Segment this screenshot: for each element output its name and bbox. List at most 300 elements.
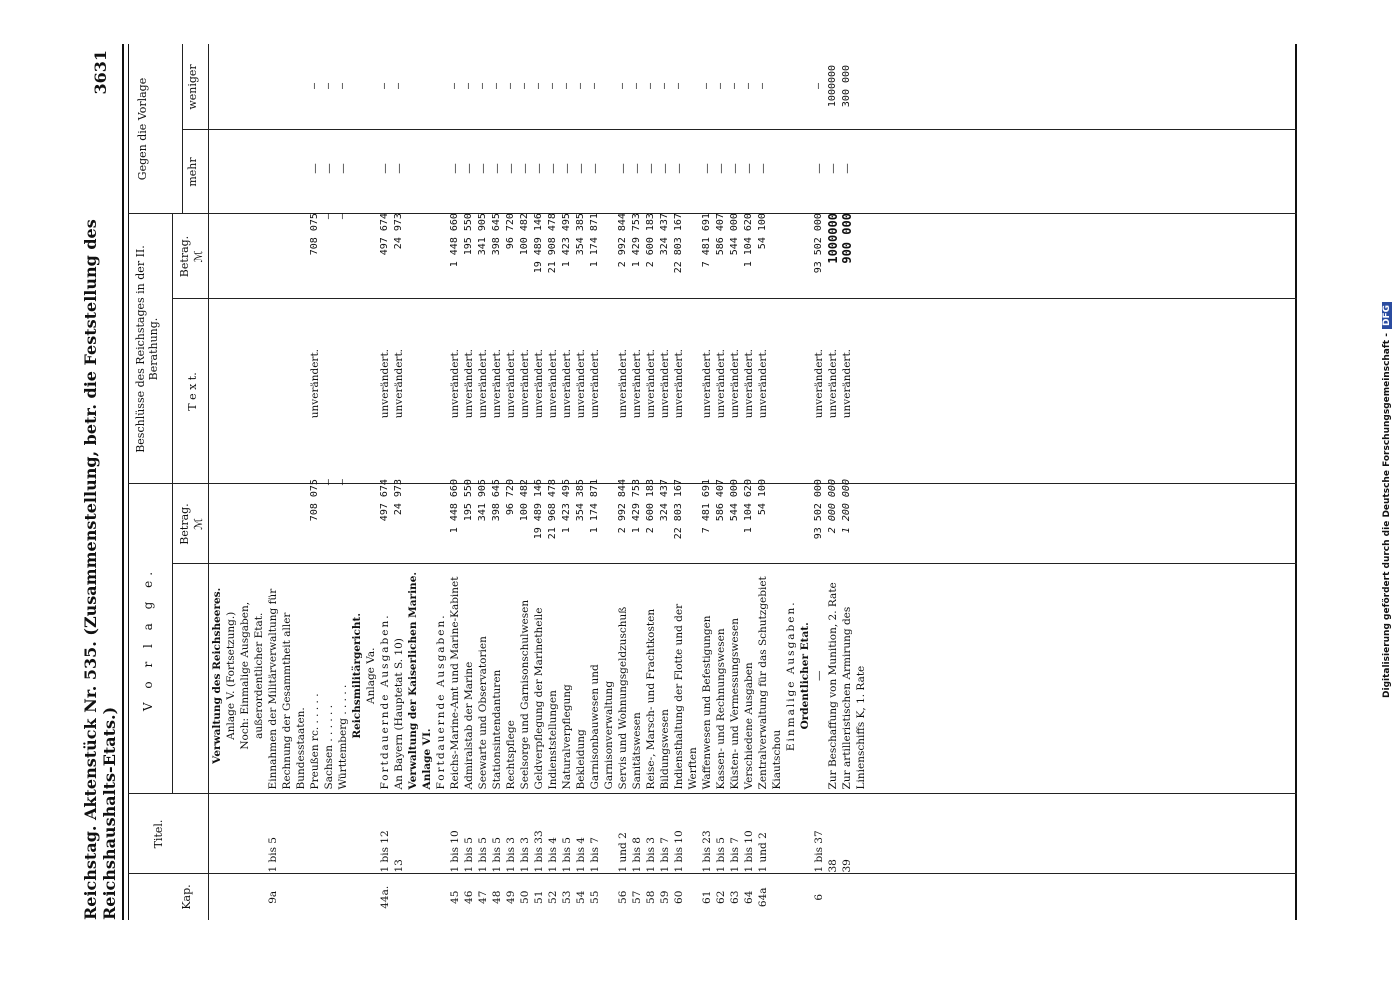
table-row: [448, 44, 462, 920]
row-titel: 1 bis 5: [491, 837, 503, 873]
col-header-titel: Titel.: [152, 819, 165, 849]
row-titel: 1 bis 8: [631, 837, 643, 873]
row-weniger: —: [617, 83, 628, 90]
row-mehr: [364, 128, 378, 209]
row-betrag-beschluss: [406, 209, 434, 292]
row-betrag-vorlage: 21 968 478: [547, 479, 558, 540]
row-mehr: —: [589, 163, 601, 174]
row-mehr: —: [477, 163, 489, 174]
table-row: [224, 44, 238, 920]
row-mehr: —: [841, 163, 853, 174]
row-betrag-vorlage: 195 550: [463, 479, 474, 522]
row-betrag-vorlage: 22 803 167: [673, 479, 684, 540]
row-kap: 61: [701, 890, 713, 904]
row-kap: 44a.: [379, 885, 391, 909]
header-divider: [172, 484, 173, 794]
row-kap: 62: [715, 890, 727, 904]
row-betrag-vorlage: [238, 475, 266, 558]
row-mehr: [224, 128, 238, 209]
row-mehr: —: [463, 163, 475, 174]
row-betrag-beschluss: 24 973: [393, 213, 404, 250]
row-mehr: —: [547, 163, 559, 174]
row-betrag-vorlage: 544 000: [729, 479, 740, 522]
row-text-beschluss: unverändert.: [533, 348, 545, 419]
table-row: [434, 44, 448, 920]
row-mehr: [266, 128, 308, 209]
row-description: Geldverpflegung der Marinetheile: [533, 607, 545, 790]
row-titel: 1 bis 7: [729, 837, 741, 873]
row-weniger: —: [533, 83, 544, 90]
row-betrag-beschluss: 341 905: [477, 213, 488, 256]
table-row: [630, 44, 644, 920]
row-kap: 51: [533, 890, 545, 904]
row-description: Indienststellungen: [547, 690, 559, 790]
row-weniger: —: [673, 83, 684, 90]
row-titel: 1 bis 4: [575, 837, 587, 873]
row-kap: 64a: [757, 887, 769, 908]
row-kap: 47: [477, 890, 489, 904]
row-kap: 60: [673, 890, 685, 904]
row-betrag-vorlage: 7 481 691: [701, 479, 712, 534]
table-row: [532, 44, 546, 920]
row-kap: 9a: [267, 890, 279, 904]
row-betrag-vorlage: 1 423 495: [561, 479, 572, 534]
row-description: Seewarte und Observatorien: [477, 636, 489, 790]
table-row: [364, 44, 378, 920]
row-betrag-vorlage: [266, 475, 308, 558]
row-text-beschluss: [322, 292, 336, 475]
row-betrag-beschluss: 708 075: [309, 213, 320, 256]
dfg-footer: [1378, 0, 1396, 1000]
row-weniger: —: [547, 83, 558, 90]
budget-table: [122, 44, 1297, 920]
row-titel: 1 bis 5: [267, 837, 279, 873]
row-description: —: [813, 670, 825, 682]
row-mehr: —: [533, 163, 545, 174]
row-betrag-vorlage: 1 448 660: [449, 479, 460, 534]
row-weniger: —: [589, 83, 600, 90]
row-text-beschluss: [238, 292, 266, 475]
row-betrag-beschluss: 497 674: [379, 213, 390, 256]
row-betrag-beschluss: 1 423 495: [561, 213, 572, 268]
row-mehr: —: [659, 163, 671, 174]
row-titel: [224, 793, 238, 874]
row-betrag-vorlage: 354 385: [575, 479, 586, 522]
row-mehr: —: [743, 163, 755, 174]
row-description: Sanitätswesen: [631, 712, 643, 790]
row-betrag-beschluss: 22 803 167: [673, 213, 684, 274]
row-betrag-vorlage: 2 000 000: [827, 479, 838, 534]
row-betrag-vorlage: 1 429 753: [631, 479, 642, 534]
row-text-beschluss: unverändert.: [575, 348, 587, 419]
col-header-beschluesse: Beschlüsse des Reichstages in der II. Berathung.: [134, 245, 160, 453]
row-kap: 46: [463, 890, 475, 904]
row-betrag-vorlage: 96 720: [505, 479, 516, 516]
col-header-text: T e x t.: [186, 372, 199, 411]
row-titel: 1 bis 5: [561, 837, 573, 873]
row-betrag-beschluss: [210, 209, 224, 292]
row-description: Küsten- und Vermessungswesen: [729, 618, 741, 790]
row-description: Zentralverwaltung für das Schutzgebiet Kiautschou: [757, 576, 783, 790]
row-text-beschluss: unverändert.: [309, 348, 321, 419]
table-top-rule-thin: [128, 44, 129, 920]
row-titel: 1 bis 3: [505, 837, 517, 873]
row-kap: 54: [575, 890, 587, 904]
row-titel: [350, 793, 364, 874]
row-description: Preußen rc. . . . . .: [309, 693, 321, 790]
row-kap: 58: [645, 890, 657, 904]
row-titel: 1 und 2: [757, 832, 769, 873]
row-betrag-beschluss: 54 100: [757, 213, 768, 250]
page-number: 3631: [90, 50, 110, 95]
row-mehr: [434, 128, 448, 209]
row-description: Waffenwesen und Befestigungen: [701, 615, 713, 790]
row-betrag-beschluss: [266, 209, 308, 292]
table-row: [210, 44, 224, 920]
row-betrag-vorlage: —: [323, 479, 334, 486]
col-header-betrag-2: Betrag.: [178, 235, 191, 278]
row-betrag-vorlage: [210, 475, 224, 558]
row-weniger: [406, 44, 434, 128]
col-header-betrag: Betrag.: [178, 503, 191, 545]
row-weniger: —: [463, 83, 474, 90]
row-weniger: —: [477, 83, 488, 90]
table-row: [406, 44, 434, 920]
row-text-beschluss: [798, 292, 812, 475]
row-text-beschluss: unverändert.: [519, 348, 531, 419]
row-mehr: —: [491, 163, 503, 174]
row-kap: 59: [659, 890, 671, 904]
header-divider: [182, 44, 183, 214]
row-description: Kassen- und Rechnungswesen: [715, 628, 727, 790]
table-row: [812, 44, 826, 920]
row-kap: [434, 875, 448, 920]
row-titel: 1 bis 37: [813, 830, 825, 873]
row-mehr: —: [309, 163, 321, 174]
row-betrag-vorlage: 1 174 871: [589, 479, 600, 534]
row-kap: [406, 875, 434, 920]
row-mehr: —: [337, 163, 349, 174]
row-weniger: 1000000: [827, 64, 838, 108]
row-betrag-beschluss: [238, 209, 266, 292]
row-betrag-vorlage: 324 437: [659, 479, 670, 522]
row-titel: 1 bis 5: [463, 837, 475, 873]
row-kap: [210, 875, 224, 920]
row-weniger: —: [337, 83, 348, 90]
table-row: [476, 44, 490, 920]
row-titel: 1 bis 12: [379, 830, 391, 873]
row-description: Sachsen . . . . . .: [323, 704, 335, 790]
row-betrag-beschluss: 1000000: [826, 213, 840, 264]
row-text-beschluss: [336, 292, 350, 475]
row-weniger: 300 000: [841, 64, 852, 108]
row-titel: [210, 793, 224, 874]
row-description: Reise-, Marsch- und Frachtkosten: [645, 608, 657, 790]
row-text-beschluss: unverändert.: [477, 348, 489, 419]
table-row: [266, 44, 308, 920]
table-bottom-rule: [1295, 44, 1297, 920]
row-betrag-vorlage: 341 905: [477, 479, 488, 522]
row-mehr: [350, 128, 364, 209]
col-header-mehr: mehr: [186, 157, 199, 187]
row-weniger: —: [715, 83, 726, 90]
row-weniger: [784, 44, 798, 128]
row-kap: 48: [491, 890, 503, 904]
row-text-beschluss: unverändert.: [463, 348, 475, 419]
row-text-beschluss: unverändert.: [757, 348, 769, 419]
row-description: Stationsintendanturen: [491, 669, 503, 790]
row-betrag-vorlage: 19 489 146: [533, 479, 544, 540]
row-betrag-beschluss: 21 908 478: [547, 213, 558, 274]
table-row: [672, 44, 700, 920]
table-row: [518, 44, 532, 920]
col-header-vorlage: V o r l a g e.: [141, 566, 155, 712]
table-row: [644, 44, 658, 920]
row-kap: 63: [729, 890, 741, 904]
row-mehr: [798, 128, 812, 209]
row-mehr: [210, 128, 224, 209]
row-description: Garnisonbauwesen und Garnisonverwaltung: [589, 664, 615, 790]
row-mehr: —: [575, 163, 587, 174]
row-weniger: —: [575, 83, 586, 90]
row-titel: 1 bis 5: [715, 837, 727, 873]
row-text-beschluss: [266, 292, 308, 475]
row-betrag-beschluss: 324 437: [659, 213, 670, 256]
row-text-beschluss: unverändert.: [393, 348, 405, 419]
row-text-beschluss: unverändert.: [631, 348, 643, 419]
row-betrag-vorlage: 24 973: [393, 479, 404, 516]
row-titel: 1 bis 10: [673, 830, 685, 873]
row-description: Bekleidung: [575, 729, 587, 790]
row-mehr: —: [631, 163, 643, 174]
row-betrag-beschluss: —: [337, 213, 348, 220]
row-titel: [784, 793, 798, 874]
row-betrag-vorlage: 586 407: [715, 479, 726, 522]
row-titel: [336, 793, 350, 874]
row-mehr: —: [323, 163, 335, 174]
row-kap: [322, 875, 336, 920]
row-description: Anlage V. (Fortsetzung.): [225, 611, 237, 740]
row-betrag-beschluss: [784, 209, 798, 292]
table-row: [616, 44, 630, 920]
row-titel: [798, 793, 812, 874]
row-weniger: —: [519, 83, 530, 90]
row-kap: 52: [547, 890, 559, 904]
header-bottom-rule: [208, 44, 209, 920]
row-betrag-beschluss: 2 600 183: [645, 213, 656, 268]
row-mehr: —: [715, 163, 727, 174]
row-betrag-beschluss: 195 550: [463, 213, 474, 256]
row-mehr: —: [827, 163, 839, 174]
table-row: [336, 44, 350, 920]
row-description: Admiralstab der Marine: [463, 661, 475, 790]
row-weniger: —: [491, 83, 502, 90]
table-row: [308, 44, 322, 920]
row-weniger: [238, 44, 266, 128]
table-body: [210, 44, 868, 920]
row-betrag-vorlage: 1 104 620: [743, 479, 754, 534]
row-betrag-beschluss: 1 448 660: [449, 213, 460, 268]
row-weniger: —: [561, 83, 572, 90]
row-weniger: —: [743, 83, 754, 90]
row-betrag-beschluss: 398 645: [491, 213, 502, 256]
row-kap: 49: [505, 890, 517, 904]
row-kap: [826, 875, 840, 920]
row-betrag-vorlage: [350, 475, 364, 558]
row-text-beschluss: [406, 292, 434, 475]
row-text-beschluss: unverändert.: [813, 348, 825, 419]
row-betrag-beschluss: 19 489 146: [533, 213, 544, 274]
table-row: [756, 44, 784, 920]
row-betrag-beschluss: 900 000: [840, 213, 854, 264]
row-titel: [434, 793, 448, 874]
row-betrag-vorlage: 93 502 000: [813, 479, 824, 540]
row-betrag-beschluss: 1 174 871: [589, 213, 600, 268]
table-row: [798, 44, 812, 920]
table-row: [546, 44, 560, 920]
row-description: Reichs-Marine-Amt und Marine-Kabinet: [449, 576, 461, 790]
row-text-beschluss: unverändert.: [841, 348, 853, 419]
row-kap: [336, 875, 350, 920]
row-kap: 64: [743, 890, 755, 904]
row-titel: 1 bis 7: [589, 837, 601, 873]
row-betrag-beschluss: 586 407: [715, 213, 726, 256]
row-titel: 1 und 2: [617, 832, 629, 873]
row-kap: [784, 875, 798, 920]
row-betrag-beschluss: [350, 209, 364, 292]
row-betrag-beschluss: 96 720: [505, 213, 516, 250]
row-weniger: [434, 44, 448, 128]
row-weniger: —: [729, 83, 740, 90]
row-description: Zur Beschaffung von Munition, 2. Rate: [827, 582, 839, 790]
row-description: Fortdauernde Ausgaben.: [379, 613, 391, 790]
row-text-beschluss: unverändert.: [673, 348, 685, 419]
row-text-beschluss: unverändert.: [701, 348, 713, 419]
row-description: Verwaltung der Kaiserlichen Marine. Anlage VI.: [407, 571, 433, 790]
row-weniger: [210, 44, 224, 128]
col-header-gegen: Gegen die Vorlage: [136, 77, 149, 181]
row-kap: [238, 875, 266, 920]
row-betrag-beschluss: 100 482: [519, 213, 530, 256]
row-betrag-vorlage: [364, 475, 378, 558]
row-mehr: —: [519, 163, 531, 174]
row-description: Noch: Einmalige Ausgaben, außerordentlicher Etat.: [239, 601, 265, 750]
row-weniger: —: [309, 83, 320, 90]
row-mehr: —: [757, 163, 769, 174]
table-row: [588, 44, 616, 920]
row-weniger: —: [449, 83, 460, 90]
col-header-mark: ℳ: [192, 518, 205, 530]
row-description: Reichsmilitärgericht.: [351, 612, 363, 739]
row-betrag-vorlage: 708 075: [309, 479, 320, 522]
table-row: [826, 44, 840, 920]
row-description: Verschiedene Ausgaben: [743, 662, 755, 790]
header-divider: [172, 214, 173, 484]
row-titel: [364, 793, 378, 874]
row-kap: 55: [589, 890, 601, 904]
row-titel: 1 bis 7: [659, 837, 671, 873]
row-mehr: —: [645, 163, 657, 174]
row-titel: 1 bis 3: [645, 837, 657, 873]
page-header: [81, 50, 119, 920]
row-titel: 1 bis 10: [743, 830, 755, 873]
table-row: [784, 44, 798, 920]
row-text-beschluss: [434, 292, 448, 475]
table-row: [742, 44, 756, 920]
col-header-mark-2: ℳ: [192, 250, 205, 263]
table-row: [714, 44, 728, 920]
row-kap: [798, 875, 812, 920]
table-row: [350, 44, 364, 920]
row-betrag-vorlage: [434, 475, 448, 558]
row-kap: [350, 875, 364, 920]
row-betrag-beschluss: [798, 209, 812, 292]
row-betrag-beschluss: 544 000: [729, 213, 740, 256]
row-weniger: —: [813, 83, 824, 90]
table-row: [574, 44, 588, 920]
row-text-beschluss: [210, 292, 224, 475]
row-weniger: [798, 44, 812, 128]
row-text-beschluss: unverändert.: [827, 348, 839, 419]
row-titel: [308, 793, 322, 874]
row-description: Einnahmen der Militärverwaltung für Rechnung der Gesammtheit aller Bundesstaaten.: [267, 588, 307, 790]
row-titel: 1 bis 33: [533, 830, 545, 873]
page-header-title: Reichstag. Aktenstück Nr. 535. (Zusammenstellung, betr. die Feststellung des Reichshaushalts-Etats.): [81, 219, 119, 920]
row-weniger: —: [701, 83, 712, 90]
row-titel: [322, 793, 336, 874]
dfg-logo: DFG: [1382, 302, 1392, 329]
row-text-beschluss: [224, 292, 238, 475]
col-header-weniger: weniger: [186, 64, 199, 110]
row-mehr: —: [701, 163, 713, 174]
row-text-beschluss: [350, 292, 364, 475]
row-description: Bildungswesen: [659, 709, 671, 790]
table-row: [700, 44, 714, 920]
row-weniger: —: [757, 83, 768, 90]
row-betrag-beschluss: 93 502 000: [813, 213, 824, 274]
row-text-beschluss: unverändert.: [743, 348, 755, 419]
row-description: Rechtspflege: [505, 720, 517, 790]
row-mehr: —: [449, 163, 461, 174]
row-weniger: [364, 44, 378, 128]
row-text-beschluss: unverändert.: [589, 348, 601, 419]
row-text-beschluss: [364, 292, 378, 475]
row-weniger: —: [505, 83, 516, 90]
row-kap: 50: [519, 890, 531, 904]
dfg-notice: Digitalisierung gefördert durch die Deutsche Forschungsgemeinschaft -: [1382, 333, 1392, 698]
row-betrag-beschluss: [434, 209, 448, 292]
row-weniger: —: [631, 83, 642, 90]
row-description: Fortdauernde Ausgaben.: [435, 613, 447, 790]
row-mehr: —: [729, 163, 741, 174]
row-kap: [392, 875, 406, 920]
row-betrag-beschluss: [364, 209, 378, 292]
row-weniger: —: [393, 83, 404, 90]
row-betrag-beschluss: 7 481 691: [701, 213, 712, 268]
row-description: Einmalige Ausgaben.: [785, 600, 797, 752]
row-text-beschluss: unverändert.: [659, 348, 671, 419]
row-betrag-beschluss: 2 992 844: [617, 213, 628, 268]
row-description: Ordentlicher Etat.: [799, 622, 811, 730]
row-description: Servis und Wohnungsgeldzuschuß: [617, 606, 629, 790]
row-mehr: —: [505, 163, 517, 174]
table-row: [462, 44, 476, 920]
table-row: [392, 44, 406, 920]
row-text-beschluss: unverändert.: [617, 348, 629, 419]
row-description: Anlage Va.: [365, 647, 377, 705]
row-text-beschluss: unverändert.: [505, 348, 517, 419]
row-kap: [308, 875, 322, 920]
